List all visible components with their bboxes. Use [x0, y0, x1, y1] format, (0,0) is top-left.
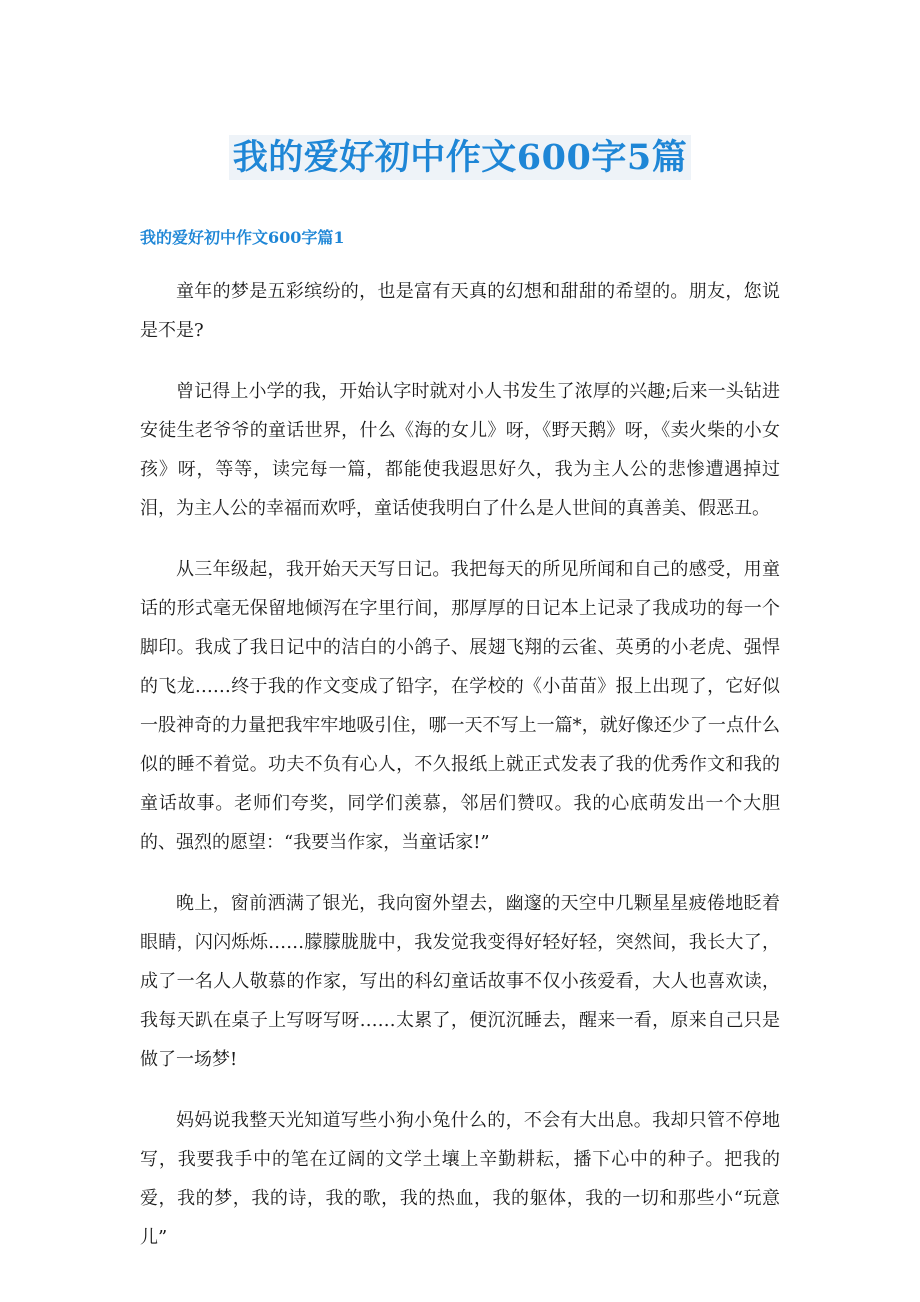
- paragraph-4: 晚上，窗前洒满了银光，我向窗外望去，幽邃的天空中几颗星星疲倦地眨着眼睛，闪闪烁烁……朦朦胧胧中，我发觉我变得好轻好轻，突然间，我长大了，成了一名人人敬慕的作家，写出的科幻童话故事不仅小孩爱看，大人也喜欢读，我每天趴在桌子上写呀写呀……太累了，便沉沉睡去，醒来一看，原来自己只是做了一场梦!: [140, 893, 780, 1070]
- paragraph-3: 从三年级起，我开始天天写日记。我把每天的所见所闻和自己的感受，用童话的形式毫无保留地倾泻在字里行间，那厚厚的日记本上记录了我成功的每一个脚印。我成了我日记中的洁白的小鸽子、展翅飞翔的云雀、英勇的小老虎、强悍的飞龙……终于我的作文变成了铅字，在学校的《小苗苗》报上出现了，它好似一股神奇的力量把我牢牢地吸引住，哪一天不写上一篇*，就好像还少了一点什么似的睡不着觉。功夫不负有心人，不久报纸上就正式发表了我的优秀作文和我的童话故事。老师们夸奖，同学们羡慕，邻居们赞叹。我的心底萌发出一个大胆的、强烈的愿望：“我要当作家，当童话家!”: [140, 559, 780, 853]
- paragraph-2: 曾记得上小学的我，开始认字时就对小人书发生了浓厚的兴趣;后来一头钻进安徒生老爷爷的童话世界，什么《海的女儿》呀，《野天鹅》呀，《卖火柴的小女孩》呀，等等，读完每一篇，都能使我遐思好久，我为主人公的悲惨遭遇掉过泪，为主人公的幸福而欢呼，童话使我明白了什么是人世间的真善美、假恶丑。: [140, 381, 780, 519]
- paragraph-5: 妈妈说我整天光知道写些小狗小兔什么的，不会有大出息。我却只管不停地写，我要我手中的笔在辽阔的文学土壤上辛勤耕耘，播下心中的种子。把我的爱，我的梦，我的诗，我的歌，我的热血，我的躯体，我的一切和那些小“玩意儿”: [140, 1110, 780, 1248]
- page-title-text: 我的爱好初中作文600字5篇: [229, 135, 691, 180]
- page-title: [0, 132, 920, 184]
- article-body: [140, 272, 780, 1279]
- section-heading: 我的爱好初中作文600字篇1: [140, 228, 345, 247]
- paragraph-1: 童年的梦是五彩缤纷的，也是富有天真的幻想和甜甜的希望的。朋友，您说是不是?: [140, 281, 780, 341]
